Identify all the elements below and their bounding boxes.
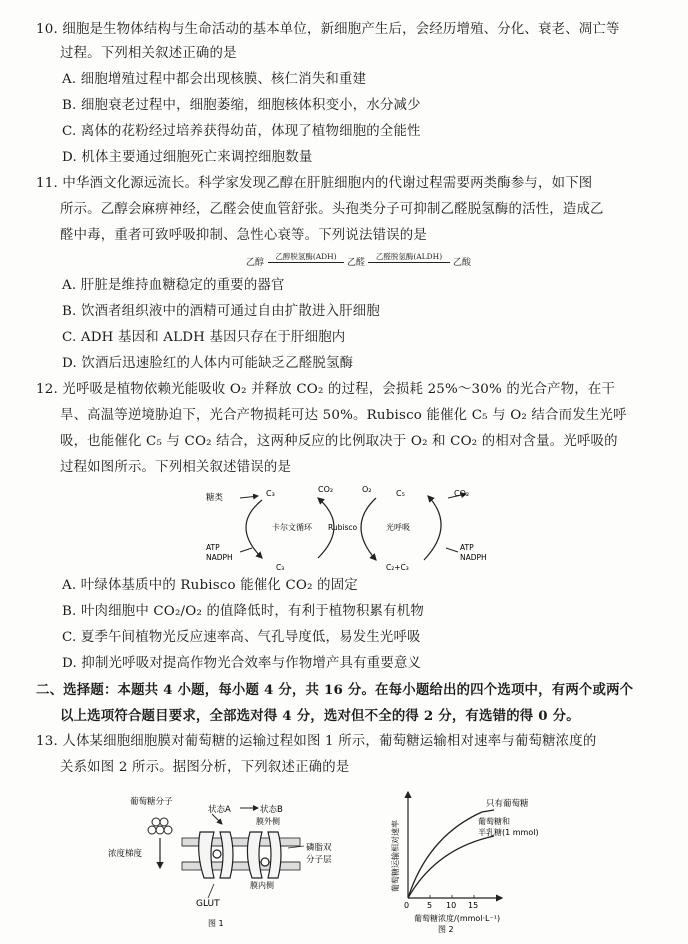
q12-option-b: B. 叶肉细胞中 CO₂/O₂ 的值降低时，有利于植物积累有机物 <box>62 604 424 619</box>
label-c3-top: C₃ <box>266 489 275 498</box>
q10-stem-line1: 10. 细胞是生物体结构与生命活动的基本单位，新细胞产生后，会经历增殖、分化、衰老、凋亡等 <box>36 22 620 37</box>
tick-label-0: 0 <box>404 901 410 910</box>
label-nadph-right: NADPH <box>460 553 487 562</box>
atp-left-connector <box>240 548 252 552</box>
section2-line1: 二、选择题：本题共 4 小题，每小题 4 分，共 16 分。在每小题给出的四个选项中，有两个或两个 <box>36 682 634 698</box>
q12-option-c: C. 夏季午间植物光反应速率高、气孔导度低，易发生光呼吸 <box>62 630 421 645</box>
sugar-arrow <box>240 496 258 498</box>
q10-option-c: C. 离体的花粉经过培养获得幼苗，体现了植物细胞的全能性 <box>62 124 421 139</box>
figure1-glut-transport <box>104 792 374 932</box>
q12-stem-line2: 旱、高温等逆境胁迫下，光合产物损耗可达 50%。Rubisco 能催化 C₅ 与 O₂ 结合而发生光呼 <box>60 408 627 423</box>
q11-stem-line3: 醛中毒，重者可致呼吸抑制、急性心衰等。下列说法错误的是 <box>60 228 427 243</box>
label-calvin-cycle: 卡尔文循环 <box>272 523 312 532</box>
q11-option-c: C. ADH 基因和 ALDH 基因只存在于肝细胞内 <box>62 330 346 345</box>
label-c2-c3: C₂+C₃ <box>386 563 409 572</box>
eq-acetic-acid: 乙酸 <box>453 258 472 268</box>
label-bilayer-line1: 磷脂双 <box>306 843 332 853</box>
label-o2-in: O₂ <box>362 485 372 494</box>
label-co2-out: CO₂ <box>454 489 470 498</box>
label-sugar: 糖类 <box>206 493 224 503</box>
q10-option-b: B. 细胞衰老过程中，细胞萎缩，细胞核体积变小，水分减少 <box>62 98 421 113</box>
label-state-a: 状态A <box>208 805 231 815</box>
legend-glucose-only: 只有葡萄糖 <box>486 799 529 809</box>
eq-acetaldehyde: 乙醛 <box>347 258 366 268</box>
label-atp-right: ATP <box>460 543 474 552</box>
photoresp-right-arc <box>424 496 441 560</box>
label-state-b: 状态B <box>260 805 283 815</box>
figure2-caption: 图 2 <box>438 925 454 934</box>
tick-label-15: 15 <box>468 901 479 910</box>
label-concentration-gradient: 浓度梯度 <box>108 849 143 859</box>
label-c3-bottom: C₃ <box>276 563 285 572</box>
glut-pointer <box>208 884 214 898</box>
q13-stem-line1: 13. 人体某细胞细胞膜对葡萄糖的运输过程如图 1 所示，葡萄糖运输相对速率与葡萄糖浓度的 <box>36 734 597 749</box>
label-membrane-outside: 膜外侧 <box>256 817 280 826</box>
tick-label-5: 5 <box>427 901 433 910</box>
legend-glucose-and: 葡萄糖和 <box>478 817 510 826</box>
photoresp-left-arc <box>361 498 376 560</box>
q11-option-a: A. 肝脏是维持血糖稳定的重要的器官 <box>62 278 285 293</box>
q11-option-d: D. 饮酒后迅速脸红的人体内可能缺乏乙醛脱氢酶 <box>62 356 354 371</box>
label-nadph-left: NADPH <box>206 553 233 562</box>
section2-line2: 以上选项符合题目要求，全部选对得 4 分，选对但不全的得 2 分，有选错的得 0 分。 <box>60 708 580 724</box>
label-membrane-inside: 膜内侧 <box>250 881 274 890</box>
eq-ethanol: 乙醇 <box>246 258 265 268</box>
eq-enzyme-adh: 乙醇脱氢酶(ADH) <box>268 252 344 263</box>
q12-stem-line3: 吸，也能催化 C₅ 与 CO₂ 结合，这两种反应的比例取决于 O₂ 和 CO₂ 的相对含量。光呼吸的 <box>60 434 618 449</box>
q12-stem-line4: 过程如图所示。下列相关叙述错误的是 <box>60 460 292 475</box>
label-atp-left: ATP <box>206 543 220 552</box>
y-axis-label: 葡萄糖运输相对速率 <box>391 820 400 892</box>
q11-stem-line1: 11. 中华酒文化源远流长。科学家发现乙醇在肝脏细胞内的代谢过程需要两类酶参与，如下图 <box>36 176 593 191</box>
legend-galactose: 半乳糖(1 mmol) <box>478 828 539 837</box>
q12-stem-line1: 12. 光呼吸是植物依赖光能吸收 O₂ 并释放 CO₂ 的过程，会损耗 25%～30% 的光合产物，在干 <box>36 382 616 397</box>
label-co2-in: CO₂ <box>318 485 334 494</box>
q11-option-b: B. 饮酒者组织液中的酒精可通过自由扩散进入肝细胞 <box>62 304 380 319</box>
label-photorespiration: 光呼吸 <box>386 523 410 532</box>
tick-label-10: 10 <box>446 901 457 910</box>
photorespiration-diagram <box>200 478 500 574</box>
label-c5: C₅ <box>396 489 405 498</box>
q12-option-d: D. 抑制光呼吸对提高作物光合效率与作物增产具有重要意义 <box>62 656 422 671</box>
glucose-molecules-cluster <box>148 818 172 834</box>
label-glut: GLUT <box>196 899 220 909</box>
state-a-pointer <box>212 814 222 824</box>
q10-stem-line2: 过程。下列相关叙述正确的是 <box>60 46 237 61</box>
q10-option-a: A. 细胞增殖过程中都会出现核膜、核仁消失和重建 <box>62 72 367 87</box>
label-glucose-molecule: 葡萄糖分子 <box>130 797 173 807</box>
figure1-caption: 图 1 <box>208 919 224 928</box>
q10-option-d: D. 机体主要通过细胞死亡来调控细胞数量 <box>62 150 313 165</box>
label-bilayer-line2: 分子层 <box>306 855 332 865</box>
figure2-transport-rate-chart <box>382 784 592 934</box>
q11-stem-line2: 所示。乙醇会麻痹神经，乙醛会使血管舒张。头孢类分子可抑制乙醛脱氢酶的活性，造成乙 <box>60 202 604 217</box>
x-axis-label: 葡萄糖浓度/(mmol·L⁻¹) <box>414 914 501 923</box>
q13-stem-line2: 关系如图 2 所示。据图分析，下列叙述正确的是 <box>60 760 350 775</box>
label-rubisco: Rubisco <box>328 523 358 532</box>
q12-option-a: A. 叶绿体基质中的 Rubisco 能催化 CO₂ 的固定 <box>62 578 358 593</box>
eq-enzyme-aldh: 乙醛脱氢酶(ALDH) <box>368 252 450 263</box>
atp-right-connector <box>446 548 458 552</box>
